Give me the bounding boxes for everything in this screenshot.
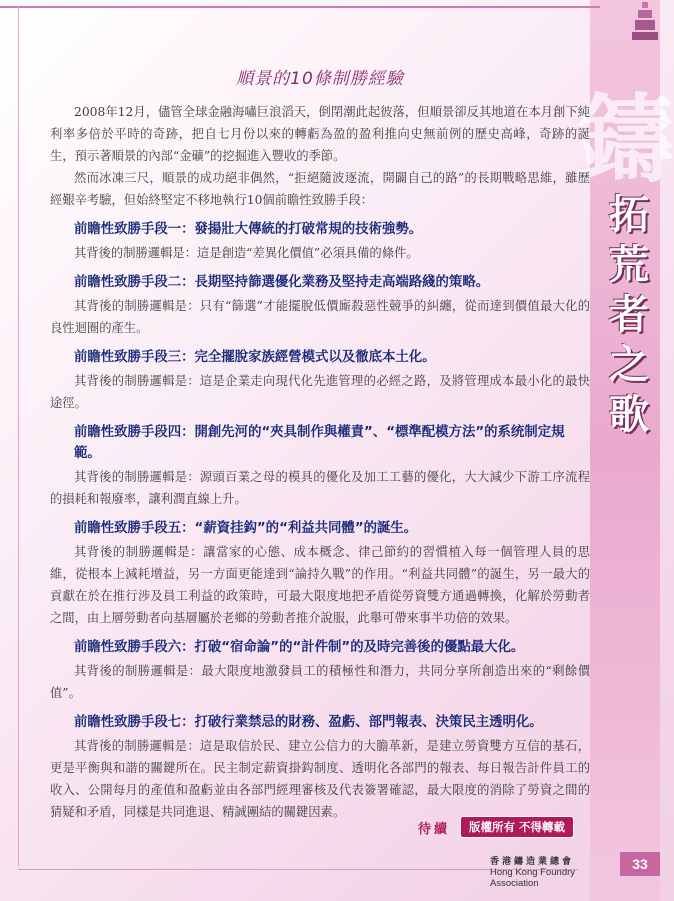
step-body: 其背後的制勝邏輯是：這是企業走向現代化先進管理的必經之路，及將管理成本最小化的最快途徑。: [50, 374, 590, 410]
vertical-title-char: 歌: [609, 391, 649, 438]
vertical-title-char: 荒: [609, 241, 649, 288]
step-body: 其背後的制勝邏輯是：這是創造“差異化價值”必須具備的條件。: [74, 246, 419, 260]
association-name-zh: 香港鑄造業總會: [490, 857, 575, 867]
association-name-en: Hong Kong Foundry Association: [490, 867, 576, 889]
vertical-title-char: 之: [609, 341, 649, 388]
step-heading: 前瞻性致勝手段二：長期堅持篩選優化業務及堅持走高端路綫的策略。: [74, 275, 490, 290]
step-body: 其背後的制勝邏輯是：源頭百業之母的模具的優化及加工工藝的優化，大大減少下游工序流程的損耗和報廢率，讓利潤直線上升。: [50, 470, 590, 506]
intro-paragraph: 2008年12月，儘管全球金融海嘯巨浪滔天，倒閉潮此起彼落，但順景卻反其地道在本月創下純利率多倍於平時的奇跡，把自七月份以來的轉虧為盈的盈利推向史無前例的歷史高峰，奇跡的誕生，預示著順景的內部“金礦”的挖掘進入豐收的季節。: [50, 105, 590, 163]
step-heading: 前瞻性致勝手段四：開創先河的“夾具制作與權責”、“標準配模方法”的系统制定規範。: [74, 425, 565, 461]
step-body: 其背後的制勝邏輯是：最大限度地激發員工的積極性和潛力，共同分享所創造出來的“剩餘價值”。: [50, 664, 590, 700]
article-title: 順景的10條制勝經驗: [236, 69, 404, 89]
step-heading: 前瞻性致勝手段三：完全擺脫家族經營模式以及徹底本土化。: [74, 350, 436, 365]
foundry-watermark-glyph: 鑄: [578, 83, 674, 196]
vertical-title-char: 拓: [609, 191, 649, 238]
step-heading: 前瞻性致勝手段六：打破“宿命論”的“計件制”的及時完善後的優點最大化。: [74, 640, 525, 655]
vertical-title-char: 者: [609, 291, 649, 338]
step-heading: 前瞻性致勝手段五：“薪資挂鈎”的“利益共同體”的誕生。: [74, 521, 418, 536]
association-name: [490, 854, 615, 889]
top-rule: [0, 6, 600, 8]
step-body: 其背後的制勝邏輯是：這是取信於民、建立公信力的大膽革新，是建立勞資雙方互信的基石，更是平衡與和諧的關鍵所在。民主制定薪資掛鈎制度、透明化各部門的報表、每日報告計件員工的收入、公開每月的產值和盈虧並由各部門經理審核及代表簽署確認，最大限度的消除了勞資之間的猜疑和矛盾，同樣是共同進退、精誠團結的關鍵因素。: [50, 739, 590, 819]
copyright-badge: 版權所有 不得轉載: [460, 816, 574, 838]
step-body: 其背後的制勝邏輯是：讓當家的心態、成本概念、律己節約的習慣植入每一個管理人員的思維，從根本上減耗增益，另一方面更能達到“論持久戰”的作用。“利益共同體”的誕生，另一最大的貢獻在於在推行涉及員工利益的政策時，可最大限度地把矛盾從勞資雙方通過轉換，化解於勞動者之間，由上層勞動者向基層屬於老鄉的勞動者推介說服，此舉可帶來事半功倍的效果。: [50, 545, 590, 625]
pagoda-icon: [630, 0, 660, 40]
page-number: 33: [620, 852, 660, 876]
intro-paragraph: 然而冰凍三尺，順景的成功絕非偶然，“拒絕隨波逐流，開闢自己的路”的長期戰略思維，雖歷經艱辛考驗，但始終堅定不移地執行10個前瞻性致勝手段：: [50, 171, 590, 207]
left-rule: [18, 6, 19, 866]
article-body: [50, 64, 590, 823]
step-heading: 前瞻性致勝手段一：發揚壯大傳統的打破常規的技術強勢。: [74, 222, 423, 237]
section-vertical-title: [604, 190, 654, 440]
step-heading: 前瞻性致勝手段七：打破行業禁忌的財務、盈虧、部門報表、決策民主透明化。: [74, 715, 543, 730]
to-be-continued-label: 待續: [418, 821, 451, 837]
step-body: 其背後的制勝邏輯是：只有“篩選”才能擺脫低價廝殺惡性競爭的糾纏，從而達到價值最大化的良性迴圈的產生。: [50, 299, 590, 335]
article-footer: [418, 816, 574, 838]
